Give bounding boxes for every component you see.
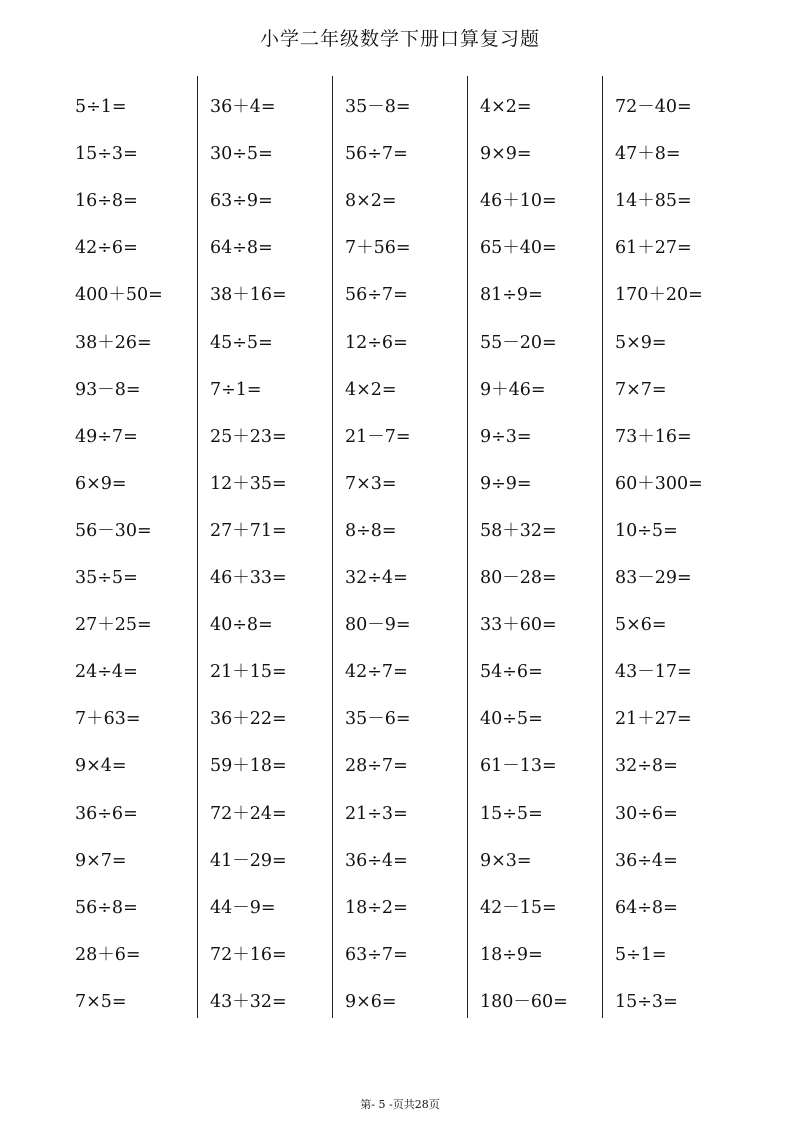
exercise-item: 27＋25=: [75, 615, 152, 636]
exercise-item: 30÷6=: [615, 803, 678, 824]
exercise-item: 21－7=: [345, 426, 411, 447]
exercise-item: 9×6=: [345, 991, 397, 1012]
exercise-item: 44－9=: [210, 897, 276, 918]
exercise-item: 9×3=: [480, 850, 532, 871]
exercise-item: 7×7=: [615, 379, 667, 400]
exercise-item: 18÷2=: [345, 897, 408, 918]
exercise-item: 10÷5=: [615, 520, 678, 541]
exercise-item: 43＋32=: [210, 991, 287, 1012]
exercise-item: 46＋33=: [210, 568, 287, 588]
page-footer: 第- 5 -页共28页: [360, 1098, 440, 1111]
exercise-item: 80－9=: [345, 615, 411, 636]
exercise-item: 59＋18=: [210, 756, 287, 777]
exercise-item: 45÷5=: [210, 332, 273, 353]
exercise-item: 93－8=: [75, 379, 141, 400]
exercise-item: 35－8=: [345, 97, 411, 117]
exercise-item: 73＋16=: [615, 426, 692, 447]
exercise-item: 35－6=: [345, 709, 411, 730]
exercise-item: 63÷7=: [345, 944, 408, 965]
exercise-item: 63÷9=: [210, 191, 273, 212]
exercise-item: 7＋56=: [345, 238, 411, 259]
exercise-item: 36÷4=: [345, 850, 408, 871]
exercise-item: 56÷8=: [75, 897, 138, 918]
exercise-item: 12＋35=: [210, 473, 287, 494]
exercise-item: 40÷8=: [210, 615, 273, 636]
exercise-item: 56－30=: [75, 520, 152, 541]
exercise-item: 9×9=: [480, 144, 532, 165]
exercise-item: 32÷4=: [345, 568, 408, 588]
exercise-column-5: [603, 76, 738, 1018]
exercise-item: 5×9=: [615, 332, 667, 353]
exercise-item: 80－28=: [480, 568, 557, 588]
exercise-item: 42÷7=: [345, 662, 408, 683]
exercise-item: 64÷8=: [615, 897, 678, 918]
exercise-item: 4×2=: [480, 97, 532, 117]
exercise-item: 61＋27=: [615, 238, 692, 259]
exercise-item: 7＋63=: [75, 709, 141, 730]
exercise-item: 12÷6=: [345, 332, 408, 353]
exercise-item: 47＋8=: [615, 144, 681, 165]
exercise-item: 6×9=: [75, 473, 127, 494]
exercise-column-4: [468, 76, 603, 1018]
exercise-item: 64÷8=: [210, 238, 273, 259]
exercise-item: 41－29=: [210, 850, 287, 871]
exercise-item: 21＋15=: [210, 662, 287, 683]
exercise-item: 40÷5=: [480, 709, 543, 730]
exercise-item: 36＋22=: [210, 709, 287, 730]
exercise-item: 36÷6=: [75, 803, 138, 824]
exercise-item: 9÷3=: [480, 426, 532, 447]
exercise-item: 8×2=: [345, 191, 397, 212]
exercise-item: 9÷9=: [480, 473, 532, 494]
exercise-column-1: [63, 76, 198, 1018]
page-title: 小学二年级数学下册口算复习题: [259, 28, 540, 50]
exercise-item: 56÷7=: [345, 285, 408, 306]
exercise-item: 9×7=: [75, 850, 127, 871]
exercise-item: 38＋16=: [210, 285, 287, 306]
exercise-item: 4×2=: [345, 379, 397, 400]
exercise-item: 5÷1=: [615, 944, 667, 965]
exercise-item: 54÷6=: [480, 662, 543, 683]
exercise-column-2: [198, 76, 333, 1018]
exercise-item: 33＋60=: [480, 615, 557, 636]
exercise-item: 9＋46=: [480, 379, 546, 400]
exercise-item: 32÷8=: [615, 756, 678, 777]
exercise-item: 56÷7=: [345, 144, 408, 165]
exercise-item: 28＋6=: [75, 944, 141, 965]
exercise-item: 36÷4=: [615, 850, 678, 871]
exercise-item: 61－13=: [480, 756, 557, 777]
exercise-item: 7×3=: [345, 473, 397, 494]
exercise-item: 9×4=: [75, 756, 127, 777]
exercise-item: 42÷6=: [75, 238, 138, 259]
exercise-item: 55－20=: [480, 332, 557, 353]
exercise-item: 81÷9=: [480, 285, 543, 306]
exercise-item: 170＋20=: [615, 285, 703, 306]
exercise-item: 8÷8=: [345, 520, 397, 541]
exercise-item: 15÷5=: [480, 803, 543, 824]
exercise-item: 60＋300=: [615, 473, 703, 494]
exercise-item: 7×5=: [75, 991, 127, 1012]
exercise-item: 72＋16=: [210, 944, 287, 965]
exercise-item: 5÷1=: [75, 97, 127, 117]
exercise-item: 83－29=: [615, 568, 692, 588]
exercise-item: 15÷3=: [75, 144, 138, 165]
exercise-item: 5×6=: [615, 615, 667, 636]
exercise-item: 16÷8=: [75, 191, 138, 212]
exercise-item: 72－40=: [615, 97, 692, 117]
exercise-item: 46＋10=: [480, 191, 557, 212]
exercise-item: 7÷1=: [210, 379, 262, 400]
exercise-item: 42－15=: [480, 897, 557, 918]
exercise-item: 38＋26=: [75, 332, 152, 353]
exercise-item: 58＋32=: [480, 520, 557, 541]
exercise-column-3: [333, 76, 468, 1018]
exercise-item: 25＋23=: [210, 426, 287, 447]
exercise-item: 21÷3=: [345, 803, 408, 824]
exercise-item: 49÷7=: [75, 426, 138, 447]
exercise-item: 24÷4=: [75, 662, 138, 683]
exercise-item: 18÷9=: [480, 944, 543, 965]
exercise-item: 21＋27=: [615, 709, 692, 730]
exercise-item: 65＋40=: [480, 238, 557, 259]
exercise-item: 43－17=: [615, 662, 692, 683]
exercise-item: 36＋4=: [210, 97, 276, 117]
exercise-item: 72＋24=: [210, 803, 287, 824]
exercise-item: 400＋50=: [75, 285, 163, 306]
exercise-item: 15÷3=: [615, 991, 678, 1012]
exercise-item: 28÷7=: [345, 756, 408, 777]
exercise-item: 14＋85=: [615, 191, 692, 212]
exercise-item: 30÷5=: [210, 144, 273, 165]
exercise-item: 180－60=: [480, 991, 568, 1012]
exercise-grid: [63, 76, 738, 1018]
exercise-item: 27＋71=: [210, 520, 287, 541]
exercise-item: 35÷5=: [75, 568, 138, 588]
